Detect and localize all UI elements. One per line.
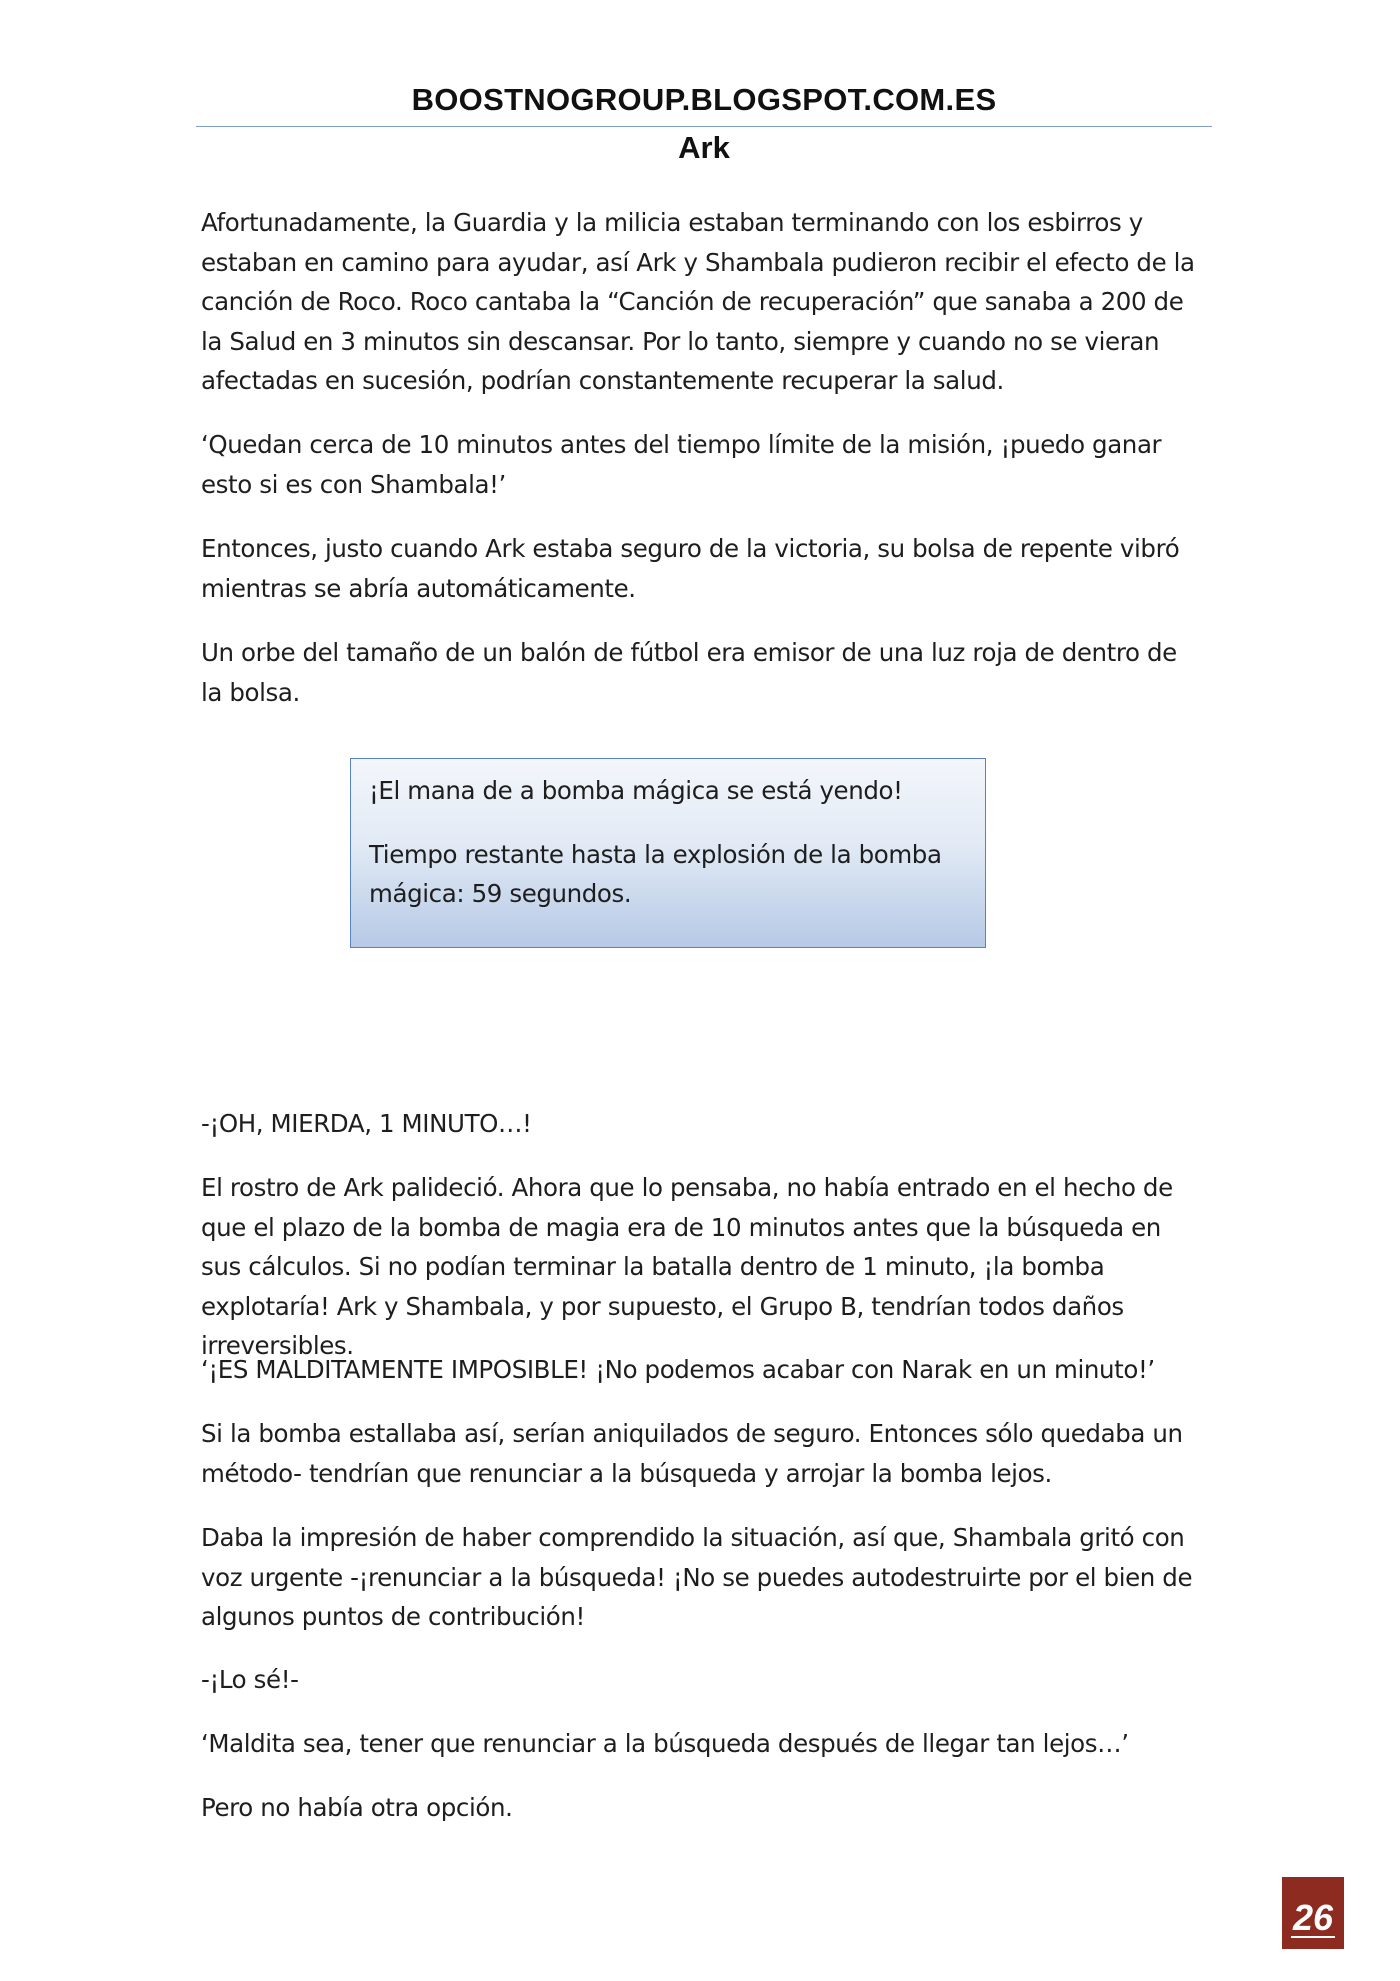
site-header: BOOSTNOGROUP.BLOGSPOT.COM.ES: [411, 82, 997, 117]
paragraph: Entonces, justo cuando Ark estaba seguro de la victoria, su bolsa de repente vibró mientras se abría automáticamente.: [201, 534, 1180, 603]
header-divider: [196, 126, 1212, 127]
paragraph: Si la bomba estallaba así, serían aniquilados de seguro. Entonces sólo quedaba un método- tendrían que renunciar a la búsqueda y arrojar la bomba lejos.: [201, 1419, 1183, 1488]
notice-line: Tiempo restante hasta la explosión de la bomba mágica: 59 segundos.: [369, 839, 942, 908]
chapter-title: Ark: [678, 130, 730, 165]
system-notice-box: [350, 758, 986, 948]
notice-line: ¡El mana de a bomba mágica se está yendo!: [369, 776, 903, 805]
paragraph: Afortunadamente, la Guardia y la milicia estaban terminando con los esbirros y estaban en camino para ayudar, así Ark y Shambala pudieron recibir el efecto de la canción de Roco. Roco cantaba la “Canción de recuperación” que sanaba a 200 de la Salud en 3 minutos sin descansar. Por lo tanto, siempre y cuando no se vieran afectadas en sucesión, podrían constantemente recuperar la salud.: [201, 208, 1195, 395]
paragraph: ‘Maldita sea, tener que renunciar a la búsqueda después de llegar tan lejos…’: [201, 1729, 1129, 1758]
paragraph: El rostro de Ark palideció. Ahora que lo pensaba, no había entrado en el hecho de que el plazo de la bomba de magia era de 10 minutos antes que la búsqueda en sus cálculos. Si no podían terminar la batalla dentro de 1 minuto, ¡la bomba explotaría! Ark y Shambala, y por supuesto, el Grupo B, tendrían todos daños irreversibles.: [201, 1173, 1173, 1360]
paragraph: Daba la impresión de haber comprendido la situación, así que, Shambala gritó con voz urgente -¡renunciar a la búsqueda! ¡No se puedes autodestruirte por el bien de algunos puntos de contribución!: [201, 1523, 1193, 1631]
paragraph: ‘¡ES MALDITAMENTE IMPOSIBLE! ¡No podemos acabar con Narak en un minuto!’: [201, 1355, 1155, 1384]
paragraph: Pero no había otra opción.: [201, 1793, 513, 1822]
paragraph: -¡OH, MIERDA, 1 MINUTO…!: [201, 1109, 532, 1138]
paragraph: ‘Quedan cerca de 10 minutos antes del tiempo límite de la misión, ¡puedo ganar esto si es con Shambala!’: [201, 430, 1162, 499]
paragraph: -¡Lo sé!-: [201, 1665, 299, 1694]
paragraph: Un orbe del tamaño de un balón de fútbol era emisor de una luz roja de dentro de la bolsa.: [201, 638, 1177, 707]
page-number-badge: [1282, 1877, 1344, 1949]
page-number: 26: [1292, 1897, 1334, 1938]
